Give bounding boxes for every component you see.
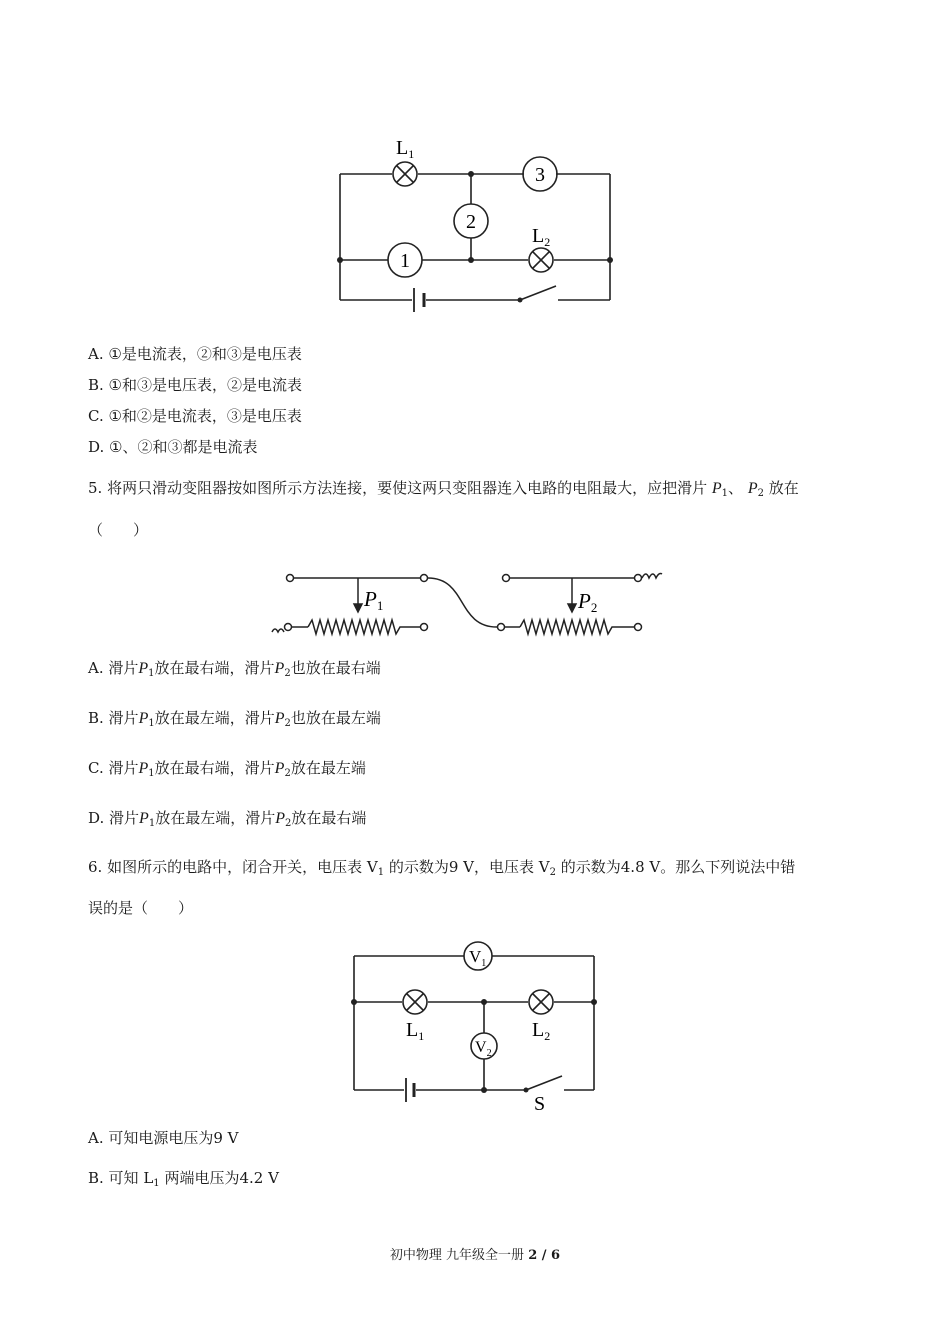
- q5-answer-paren: （ ）: [88, 521, 149, 539]
- q6-option-a: A. 可知电源电压为9 V: [88, 1129, 239, 1147]
- q5-option-c: C. 滑片$P_1$放在最右端，滑片$P_2$放在最左端: [88, 759, 366, 779]
- label-fig2-L1: $L_1$: [406, 1019, 425, 1043]
- page-number: 2 / 6: [528, 1248, 561, 1263]
- label-fig2-L2: $L_2$: [532, 1019, 551, 1043]
- q6-option-b: B. 可知 $L_1$ 两端电压为4.2 V: [88, 1169, 279, 1189]
- q5-stem: 5. 将两只滑动变阻器按如图所示方法连接，要使这两只变阻器连入电路的电阻最大，应把滑片 $P_1$、 $P_2$ 放在: [88, 479, 799, 499]
- q4-option-c: C. ①和②是电流表，③是电压表: [88, 407, 302, 425]
- label-P2: P2: [578, 589, 598, 615]
- meter-1-label: 1: [400, 250, 410, 272]
- label-P1: P1: [364, 587, 384, 613]
- q5-option-d: D. 滑片$P_1$放在最左端，滑片$P_2$放在最右端: [88, 809, 367, 829]
- label-V1: $V_1$: [469, 947, 487, 969]
- q6-stem: 6. 如图所示的电路中，闭合开关，电压表 $V_1$ 的示数为9 V，电压表 $V_2$ 的示数为4.8 V。那么下列说法中错: [88, 858, 796, 878]
- label-L1: $L_1$: [396, 137, 415, 161]
- circuit-figure-2: [344, 938, 606, 1114]
- circuit-figure-1: [330, 132, 620, 312]
- meter-2-label: 2: [466, 211, 476, 233]
- label-switch-S: S: [534, 1093, 546, 1114]
- meter-3-label: 3: [535, 164, 545, 186]
- q5-option-a: A. 滑片$P_1$放在最右端，滑片$P_2$也放在最右端: [88, 659, 381, 679]
- page-footer: 初中物理 九年级全一册 2 / 6: [389, 1248, 561, 1263]
- q4-option-d: D. ①、②和③都是电流表: [88, 438, 258, 456]
- label-L2: $L_2$: [532, 225, 551, 249]
- q5-option-b: B. 滑片$P_1$放在最左端，滑片$P_2$也放在最左端: [88, 709, 381, 729]
- rheostat-figure: [262, 556, 682, 640]
- q6-stem-line2: 误的是（ ）: [88, 899, 194, 917]
- label-V2: $V_2$: [475, 1039, 492, 1059]
- q4-option-b: B. ①和③是电压表，②是电流表: [88, 376, 303, 394]
- q4-option-a: A. ①是电流表，②和③是电压表: [88, 345, 302, 363]
